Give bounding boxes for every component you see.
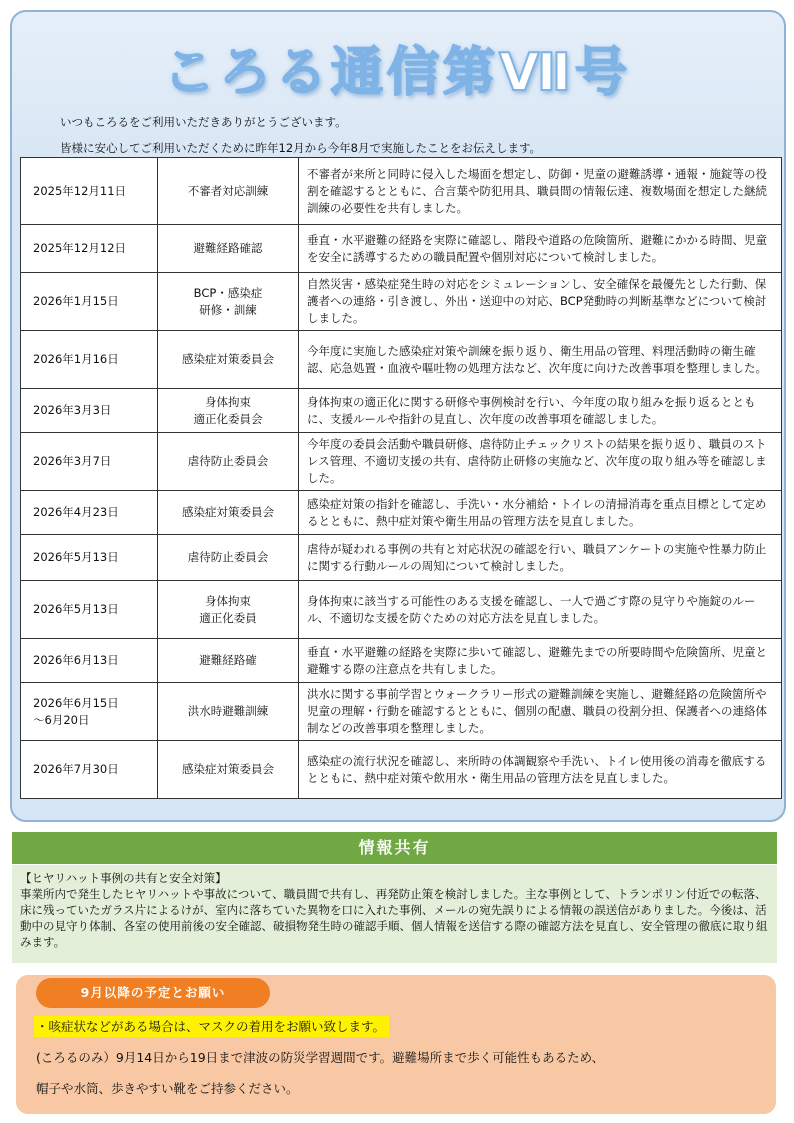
event-description: 身体拘束の適正化に関する研修や事例検討を行い、今年度の取り組みを振り返るとともに、支援ルールや指針の見直し、次年度の改善事項を確認しました。 [299,389,782,433]
event-row [21,433,782,491]
event-date: 2026年7月30日 [21,741,158,799]
info-share-header: 情報共有 [12,832,777,864]
event-date: 2025年12月11日 [21,158,158,225]
bring-items-note: 帽子や水筒、歩きやすい靴をご持参ください。 [36,1081,299,1096]
event-description: 不審者が来所と同時に侵入した場面を想定し、防御・児童の避難誘導・通報・施錠等の役割を確認するとともに、合言葉や防犯用具、職員間の情報伝達、複数場面を想定した継続訓練の必要性を共有しました。 [299,158,782,225]
event-row [21,389,782,433]
event-name: 感染症対策委員会 [158,331,299,389]
event-description: 今年度の委員会活動や職員研修、虐待防止チェックリストの結果を振り返り、職員のストレス管理、不適切支援の共有、虐待防止研修の実施など、次年度の取り組み等を確認しました。 [299,433,782,491]
event-row [21,225,782,273]
event-date: 2025年12月12日 [21,225,158,273]
mask-request-note: ・咳症状などがある場合は、マスクの着用をお願い致します。 [34,1016,389,1037]
event-description: 虐待が疑われる事例の共有と対応状況の確認を行い、職員アンケートの実施や性暴力防止に関する行動ルールの周知について検討しました。 [299,535,782,581]
event-name: BCP・感染症 研修・訓練 [158,273,299,331]
event-description: 垂直・水平避難の経路を実際に確認し、階段や道路の危険箇所、避難にかかる時間、児童を安全に誘導するための職員配置や個別対応について検討しました。 [299,225,782,273]
event-description: 自然災害・感染症発生時の対応をシミュレーションし、安全確保を最優先とした行動、保護者への連絡・引き渡し、外出・送迎中の対応、BCP発動時の判断基準などについて検討しました。 [299,273,782,331]
intro-summary: 皆様に安心してご利用いただくために昨年12月から今年8月で実施したことをお伝えします。 [60,141,542,155]
event-row [21,331,782,389]
event-name: 不審者対応訓練 [158,158,299,225]
info-share-box [12,865,777,963]
event-name: 身体拘束 適正化委員 [158,581,299,639]
schedule-tab-label: 9月以降の予定とお願い [36,978,270,1008]
event-date: 2026年1月15日 [21,273,158,331]
event-row [21,535,782,581]
event-date: 2026年3月3日 [21,389,158,433]
event-description: 感染症の流行状況を確認し、来所時の体調観察や手洗い、トイレ使用後の消毒を徹底するとともに、熱中症対策や飲用水・衛生用品の管理方法を見直しました。 [299,741,782,799]
event-date: 2026年5月13日 [21,535,158,581]
intro-greeting: いつもころるをご利用いただきありがとうございます。 [60,115,347,129]
event-description: 洪水に関する事前学習とウォークラリー形式の避難訓練を実施し、避難経路の危険箇所や児童の理解・行動を確認するとともに、個別の配慮、職員の役割分担、保護者への連絡体制などの改善事項を整理しました。 [299,683,782,741]
event-row [21,581,782,639]
event-name: 身体拘束 適正化委員会 [158,389,299,433]
event-row [21,158,782,225]
event-name: 避難経路確認 [158,225,299,273]
event-date: 2026年6月13日 [21,639,158,683]
event-description: 垂直・水平避難の経路を実際に歩いて確認し、避難先までの所要時間や危険箇所、児童と避難する際の注意点を共有しました。 [299,639,782,683]
events-table [20,157,782,799]
event-date: 2026年4月23日 [21,491,158,535]
info-share-body: 事業所内で発生したヒヤリハットや事故について、職員間で共有し、再発防止策を検討しました。主な事例として、トランポリン付近での転落、床に残っていたガラス片によるけが、室内に落ちていた異物を口に入れた事例、メールの宛先誤りによる情報の誤送信がありました。今後は、活動中の見守り体制、各室の使用前後の安全確認、破損物発生時の確認手順、個人情報を送信する際の確認方法を見直し、安全管理の徹底に取り組みます。 [20,887,768,949]
event-row [21,683,782,741]
event-row [21,639,782,683]
event-date: 2026年6月15日 ～6月20日 [21,683,158,741]
event-row [21,491,782,535]
event-row [21,741,782,799]
info-share-subtitle: 【ヒヤリハット事例の共有と安全対策】 [20,871,227,885]
event-name: 避難経路確 [158,639,299,683]
event-name: 感染症対策委員会 [158,491,299,535]
event-date: 2026年1月16日 [21,331,158,389]
event-name: 虐待防止委員会 [158,433,299,491]
event-name: 感染症対策委員会 [158,741,299,799]
event-description: 今年度に実施した感染症対策や訓練を振り返り、衛生用品の管理、料理活動時の衛生確認、応急処置・血液や嘔吐物の処理方法など、次年度に向けた改善事項を整理しました。 [299,331,782,389]
event-description: 身体拘束に該当する可能性のある支援を確認し、一人で過ごす際の見守りや施錠のルール、不適切な支援を防ぐための対応方法を見直しました。 [299,581,782,639]
event-date: 2026年5月13日 [21,581,158,639]
event-name: 虐待防止委員会 [158,535,299,581]
tsunami-week-note: (ころるのみ）9月14日から19日まで津波の防災学習週間です。避難場所まで歩く可能性もあるため、 [36,1050,605,1065]
event-description: 感染症対策の指針を確認し、手洗い・水分補給・トイレの清掃消毒を重点目標として定めるとともに、熱中症対策や衛生用品の管理方法を見直しました。 [299,491,782,535]
event-row [21,273,782,331]
newsletter-title: ころる通信第Ⅶ号 [162,43,632,103]
event-name: 洪水時避難訓練 [158,683,299,741]
event-date: 2026年3月7日 [21,433,158,491]
